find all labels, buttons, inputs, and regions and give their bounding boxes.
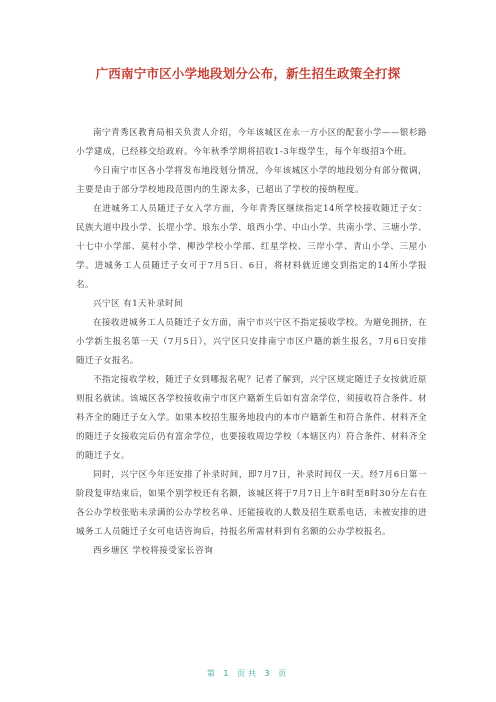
paragraph: 在进城务工人员随迁子女入学方面，今年青秀区继续指定14所学校接收随迁子女：民族大道中段小学、长堽小学、埌东小学、埌西小学、中山小学、共南小学、三塘小学、十七中小学部、莫村小学、柳沙学校小学部、红星学校、三岸小学、青山小学、三屋小学。进城务工人员随迁子女可于7月5日、6日，将材料就近递交到指定的14所小学报名。	[76, 204, 428, 290]
paragraph: 在接收进城务工人员随迁子女方面，南宁市兴宁区不指定接收学校。为避免拥挤，在小学新生报名第一天（7月5日），兴宁区只安排南宁市区户籍的新生报名，7月6日安排随迁子女报名。	[76, 318, 427, 366]
paragraph: 今日南宁市区各小学将发布地段划分情况，今年该城区小学的地段划分有部分微调，主要是由于部分学校地段范围内的生源太多，已超出了学校的接纳程度。	[76, 166, 427, 195]
section-heading: 西乡塘区 学校将接受家长咨询	[93, 546, 214, 556]
paragraph: 南宁青秀区教育局相关负责人介绍，今年该城区在永一方小区的配套小学——银杉路小学建成，已经移交给政府。今年秋季学期将招收1-3年级学生，每个年级招3个班。	[76, 128, 427, 157]
paragraph: 不指定接收学校，随迁子女到哪报名呢？记者了解到，兴宁区规定随迁子女按就近原则报名就读。该城区各学校接收南宁市区户籍新生后如有富余学位，须接收符合条件、材料齐全的随迁子女入学。如果本校招生服务地段内的本市户籍新生和符合条件、材料齐全的随迁子女接收完后仍有富余学位，也要接收周边学校（本辖区内）符合条件、材料齐全的随迁子女。	[76, 375, 428, 461]
article-body	[76, 124, 427, 561]
page-footer: 第 1 页共 3 页	[206, 669, 290, 678]
section-heading: 兴宁区 有1天补录时间	[93, 299, 184, 309]
article-title: 广西南宁市区小学地段划分公布，新生招生政策全打探	[95, 66, 401, 81]
paragraph: 同时，兴宁区今年还安排了补录时间，即7月7日，补录时间仅一天。经7月6日第一阶段复审结束后，如果个别学校还有名额，该城区将于7月7日上午8时至8时30分左右在各公办学校张贴未录满的公办学校名单、还能接收的人数及招生联系电话，未被安排的进城务工人员随迁子女可电话咨询后，持报名所需材料到有名额的公办学校报名。	[76, 470, 428, 537]
